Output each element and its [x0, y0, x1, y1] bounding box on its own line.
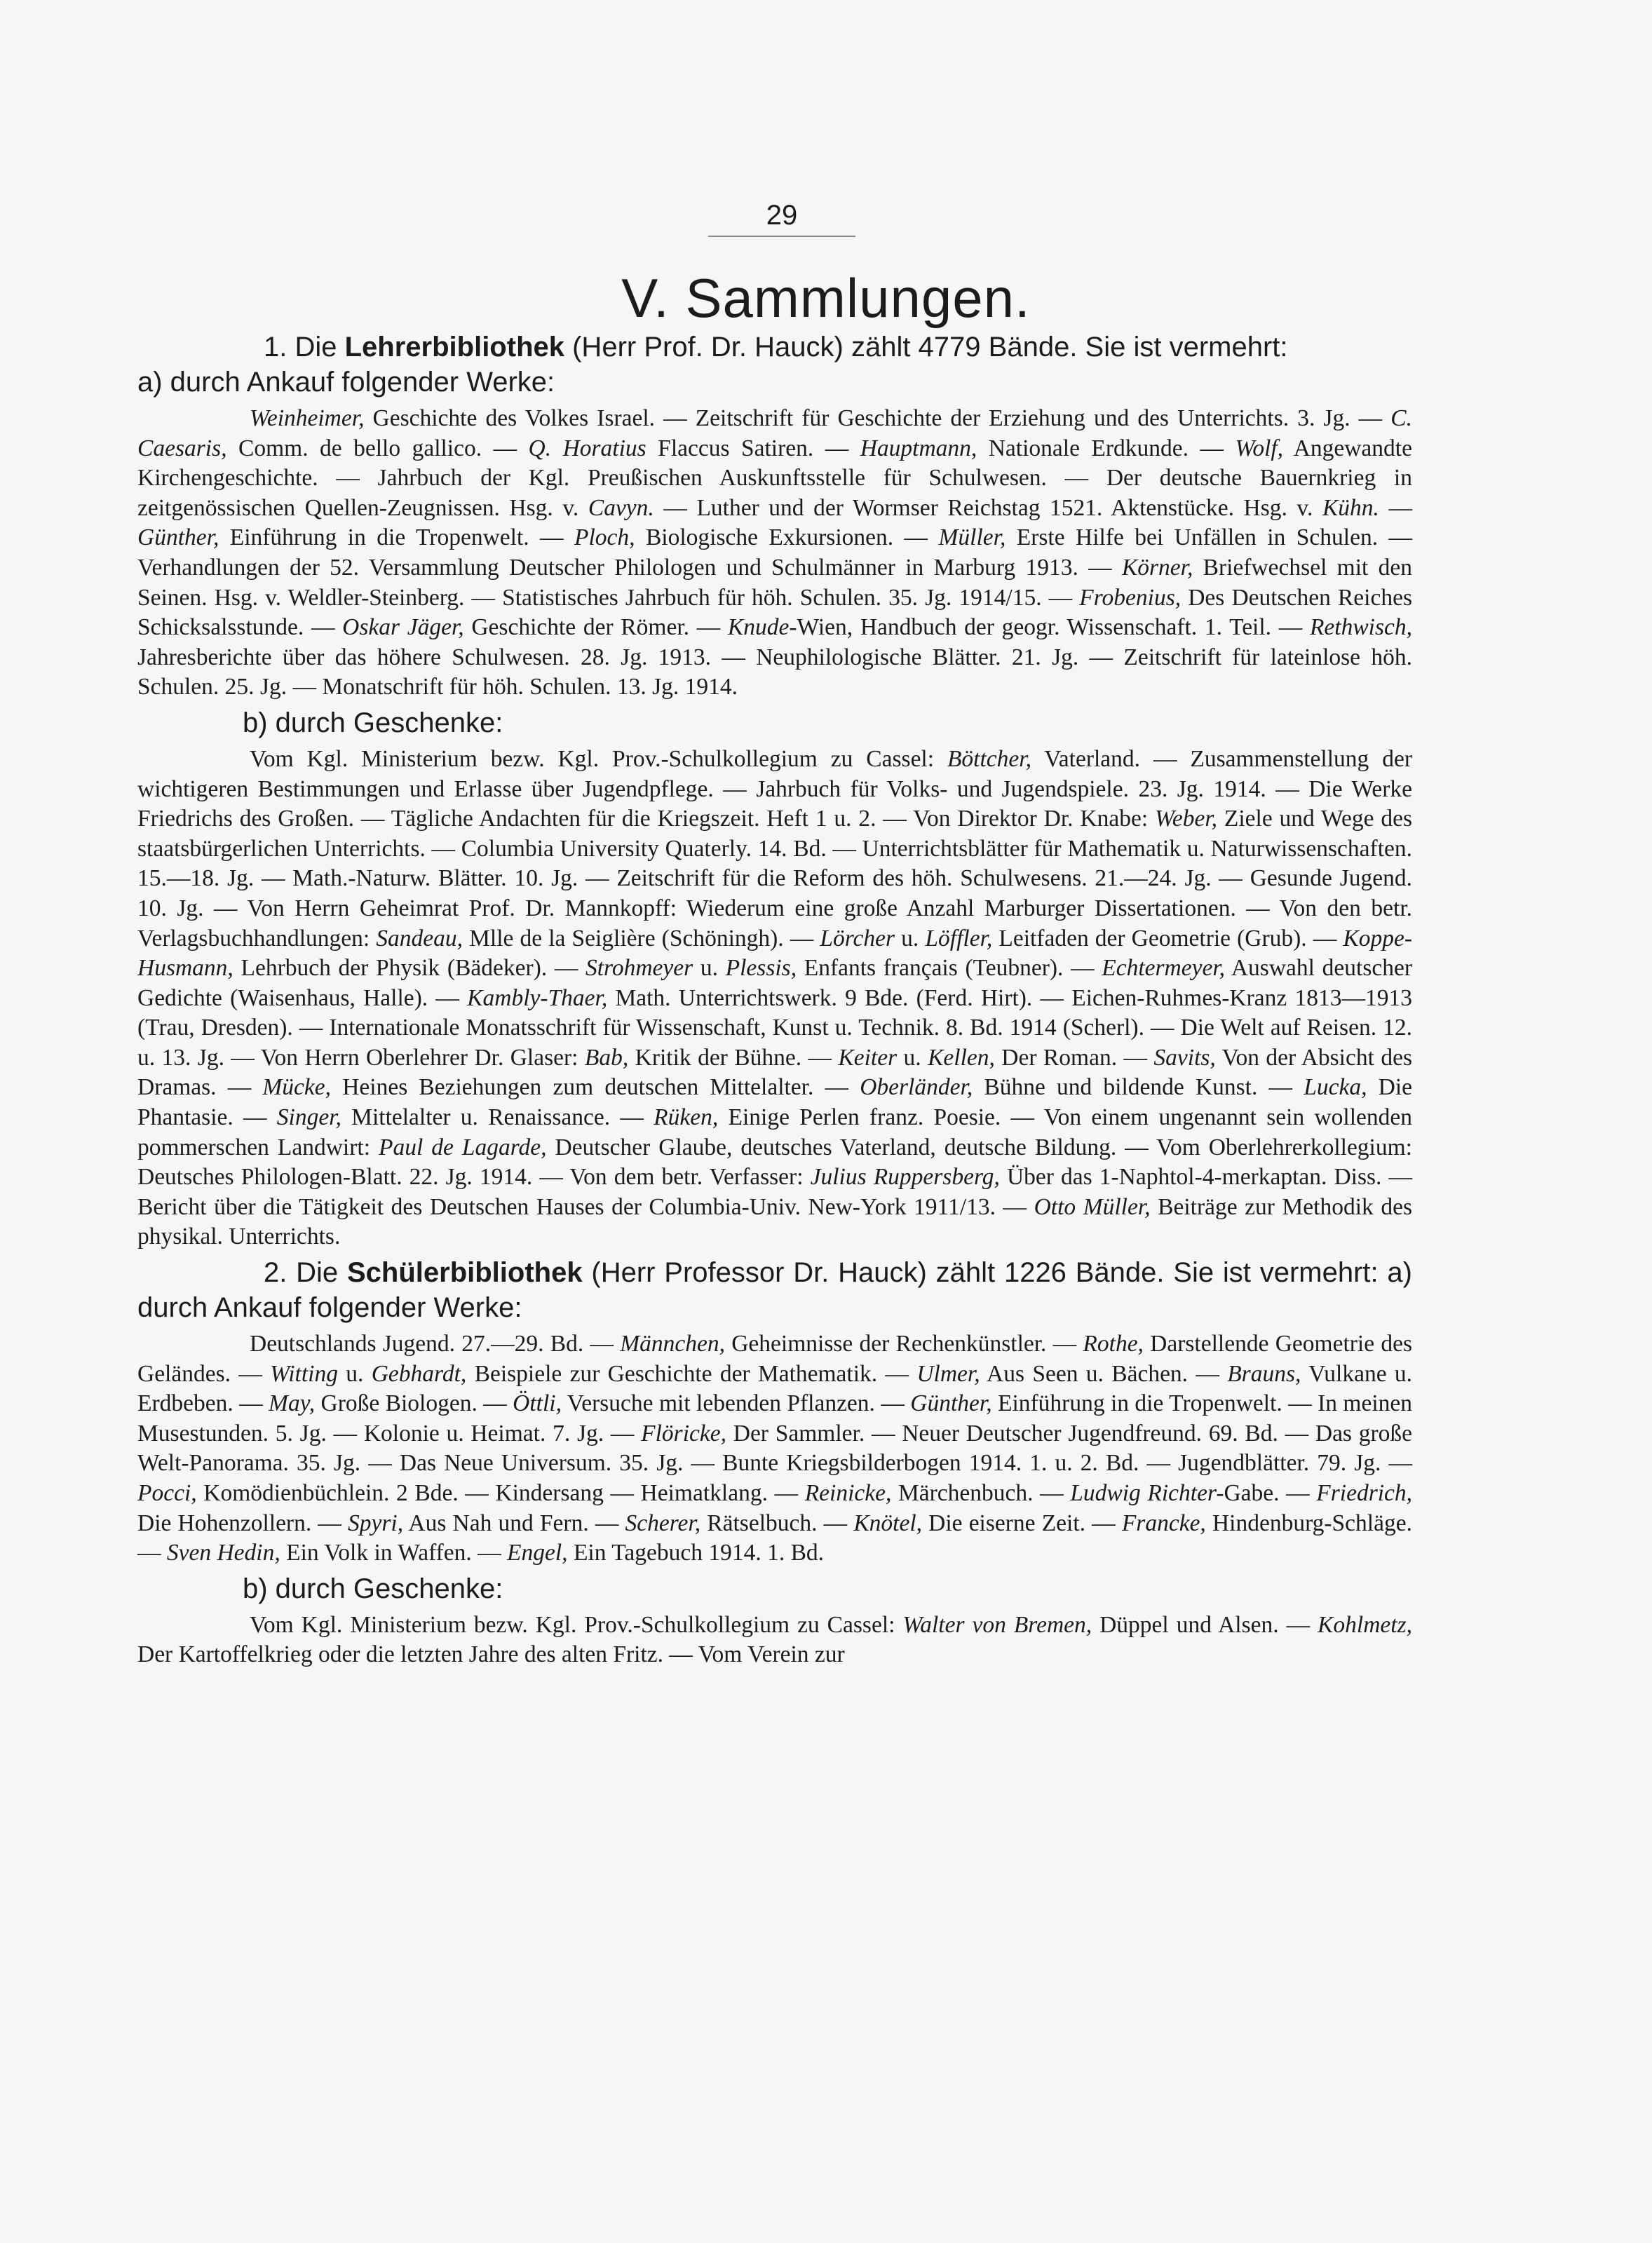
entry-text: Von der Absicht des Dramas. — [137, 1044, 1412, 1101]
author-name: Pocci, [137, 1480, 197, 1506]
entry-text: Kritik der Bühne. — [628, 1044, 839, 1071]
section-2-name: Schülerbibliothek [346, 1257, 583, 1289]
entry-text: Des Deutschen Reiches Schicksalsstunde. — [137, 584, 1412, 641]
entry-text: Über das 1-Naphtol-4-merkaptan. Diss. — Bericht über die Tätigkeit des Deutschen Hauses der Columbia-Univ. New-York 1911/13. — [137, 1164, 1412, 1220]
entry-text: Deutscher Glaube, deutsches Vaterland, deutsche Bildung. — Vom Oberlehrerkollegium: Deutsches Philologen-Blatt. 22. Jg. 1914. — Von dem betr. Verfasser: [137, 1134, 1412, 1191]
author-name: Löffler, [925, 925, 993, 951]
entry-text: Beispiele zur Geschichte der Mathematik. — [466, 1360, 917, 1387]
entry-text: Heines Beziehungen zum deutschen Mittelalter. — [331, 1074, 860, 1101]
author-name: Günther, [137, 524, 219, 551]
author-name: May, [269, 1390, 316, 1417]
entry-text: Erste Hilfe bei Unfällen in Schulen. — Verhandlungen der 52. Versammlung Deutscher Philologen und Schulmänner in Marburg 1913. — [137, 524, 1413, 581]
section-1-sub-b: b) durch Geschenke: [243, 707, 503, 738]
section-1-name: Lehrerbibliothek [344, 332, 564, 362]
author-name: Kühn. [1322, 494, 1379, 521]
author-name: Oberländer, [860, 1074, 973, 1101]
author-name: Flöricke, [641, 1420, 726, 1446]
author-name: Sandeau, [376, 925, 463, 951]
author-name: Paul de Lagarde, [378, 1134, 547, 1160]
author-name: Witting [270, 1360, 338, 1387]
author-name: Frobenius, [1079, 584, 1182, 611]
entry-text: Einführung in die Tropenwelt. — [219, 524, 574, 551]
entry-text: Biologische Exkursionen. — [635, 524, 939, 551]
page-content [137, 330, 1412, 1673]
author-name: Hauptmann, [860, 435, 977, 461]
section-1-heading [137, 330, 1412, 365]
author-name: Friedrich, [1316, 1480, 1413, 1506]
entry-text: Ein Tagebuch 1914. 1. Bd. [567, 1540, 825, 1566]
author-name: Brauns, [1227, 1360, 1301, 1387]
author-name: Öttli, [513, 1390, 562, 1417]
entry-text: Aus Nah und Fern. — [403, 1510, 625, 1536]
entry-text: Nationale Erdkunde. — [977, 435, 1235, 461]
author-name: Engel, [507, 1540, 568, 1566]
entry-text: Wien, Handbuch der geogr. Wissenschaft. 1. Teil. — [797, 614, 1310, 641]
entry-text: Enfants français (Teubner). — [797, 955, 1102, 982]
entry-text: Darstellende Geometrie des Geländes. — [137, 1331, 1412, 1387]
author-name: Weber, [1155, 806, 1218, 832]
entry-text: Beiträge zur Methodik des physikal. Unterrichts. [137, 1193, 1412, 1250]
author-name: Rethwisch, [1309, 614, 1413, 641]
author-name: Kambly-Thaer, [467, 984, 608, 1011]
entry-text: Gabe. — [1224, 1480, 1317, 1506]
author-name: Ploch, [574, 524, 635, 551]
author-name: Echtermeyer, [1102, 955, 1226, 982]
entry-text: Komödienbüchlein. 2 Bde. — Kindersang — Heimatklang. — [196, 1480, 805, 1506]
author-name: Böttcher, [947, 745, 1031, 772]
author-name: C. Caesaris, [137, 405, 1412, 461]
section-2-number: 2. Die [264, 1257, 347, 1289]
entry-text: Vom Kgl. Ministerium bezw. Kgl. Prov.-Schulkollegium zu Cassel: [250, 745, 947, 772]
section-1-rest: (Herr Prof. Dr. Hauck) zählt 4779 Bände. Sie ist vermehrt: [564, 332, 1288, 362]
entry-text: Mittelalter u. Renaissance. — [341, 1104, 654, 1131]
author-name: Kohlmetz, [1318, 1611, 1412, 1638]
author-name: Q. Horatius [528, 435, 646, 461]
author-name: Sven Hedin, [166, 1540, 280, 1566]
entry-text: u. [693, 955, 726, 982]
author-name: Männchen, [620, 1331, 725, 1357]
entry-text: Geschichte der Römer. — [463, 614, 728, 641]
author-name: Oskar Jäger, [342, 614, 464, 641]
author-name: Singer, [276, 1104, 341, 1131]
entry-text: Die Hohenzollern. — [137, 1510, 348, 1536]
author-name: Ulmer, [916, 1360, 980, 1387]
entry-text: u. [895, 925, 926, 951]
entry-text: Der Kartoffelkrieg oder die letzten Jahre des alten Fritz. — Vom Verein zur [137, 1641, 845, 1668]
author-name: Scherer, [625, 1510, 701, 1536]
section-2-heading [137, 1255, 1412, 1325]
entry-text: Ein Volk in Waffen. — [280, 1540, 508, 1566]
entry-text: Math. Unterrichtswerk. 9 Bde. (Ferd. Hirt). — Eichen-Ruhmes-Kranz 1813—1913 (Trau, Dresden). — Internationale Monatsschrift für Wissenschaft, Kunst u. Technik. 8. Bd. 1914 (Scherl). — Die Welt auf Reisen. 12. u. 13. Jg. — Von Herrn Oberlehrer Dr. Glaser: [137, 984, 1412, 1071]
author-name: Otto Müller, [1034, 1193, 1151, 1220]
author-name: Spyri, [348, 1510, 404, 1536]
author-name: Müller, [938, 524, 1006, 551]
author-name: Knötel, [853, 1510, 923, 1536]
entry-text: Die Phantasie. — [137, 1074, 1412, 1131]
section-1-number: 1. Die [264, 332, 345, 362]
author-name: Julius Ruppersberg, [810, 1164, 1000, 1191]
author-name: Gebhardt, [371, 1360, 467, 1387]
entry-text: Aus Seen u. Bächen. — [980, 1360, 1228, 1387]
author-name: Koppe-Husmann, [137, 925, 1412, 982]
author-name: Weinheimer, [250, 405, 365, 431]
author-name: Rothe, [1083, 1331, 1144, 1357]
author-name: Mücke, [262, 1074, 332, 1101]
author-name: Savits, [1153, 1044, 1216, 1071]
page-title: V. Sammlungen. [621, 267, 1031, 329]
author-name: Knude- [727, 614, 797, 641]
author-name: Lörcher [820, 925, 895, 951]
entry-text: Rätselbuch. — [700, 1510, 854, 1536]
author-name: Cavyn. [588, 494, 654, 521]
author-name: Rüken, [654, 1104, 719, 1131]
author-name: Reinicke, [804, 1480, 892, 1506]
author-name: Günther, [910, 1390, 992, 1417]
page-number: 29 [708, 200, 855, 237]
entry-text: Mlle de la Seiglière (Schöningh). — [463, 925, 820, 951]
entry-text: — Luther und der Wormser Reichstag 1521. Aktenstücke. Hsg. v. [654, 494, 1322, 521]
entry-text: u. [337, 1360, 372, 1387]
entry-text: Vom Kgl. Ministerium bezw. Kgl. Prov.-Schulkollegium zu Cassel: [250, 1611, 903, 1638]
entry-text: Hindenburg-Schläge. — [137, 1510, 1412, 1566]
author-name: Körner, [1121, 554, 1193, 581]
section-1-text-a [137, 404, 1412, 703]
author-name: Keiter [838, 1044, 898, 1071]
entry-text: u. [897, 1044, 928, 1071]
author-name: Bab, [584, 1044, 629, 1071]
entry-text: Düppel und Alsen. — [1092, 1611, 1318, 1638]
entry-text: Einführung in die Tropenwelt. — In meinen Musestunden. 5. Jg. — Kolonie u. Heimat. 7. Jg. — [137, 1390, 1412, 1446]
section-2-rest: (Herr Professor Dr. Hauck) zählt 1226 Bände. Sie ist vermehrt: a) durch Ankauf folgender Werke: [137, 1257, 1412, 1324]
entry-text: Große Biologen. — [315, 1390, 513, 1417]
entry-text: Auswahl deutscher Gedichte (Waisenhaus, Halle). — [137, 955, 1412, 1011]
entry-text: Leitfaden der Geometrie (Grub). — [992, 925, 1343, 951]
entry-text: Vulkane u. Erdbeben. — [137, 1360, 1413, 1417]
section-1-sub-a: a) durch Ankauf folgender Werke: [137, 367, 555, 398]
entry-text: Lehrbuch der Physik (Bädeker). — [233, 955, 585, 982]
entry-text: Briefwechsel mit den Seinen. Hsg. v. Weldler-Steinberg. — Statistisches Jahrbuch für höh. Schulen. 35. Jg. 1914/15. — [137, 554, 1412, 611]
section-2-text-a [137, 1329, 1412, 1568]
author-name: Walter von Bremen, [902, 1611, 1092, 1638]
entry-text: Geschichte des Volkes Israel. — Zeitschrift für Geschichte der Erziehung und des Unterrichts. 3. Jg. — [364, 405, 1391, 431]
entry-text: Geheimnisse der Rechenkünstler. — [724, 1331, 1083, 1357]
entry-text: Bühne und bildende Kunst. — [973, 1074, 1304, 1101]
section-1-text-b [137, 745, 1412, 1252]
author-name: Plessis, [725, 955, 797, 982]
entry-text: Der Sammler. — Neuer Deutscher Jugendfreund. 69. Bd. — Das große Welt-Panorama. 35. Jg. — Das Neue Universum. 35. Jg. — Bunte Kriegsbilderbogen 1914. 1. u. 2. Bd. — Jugendblätter. 79. Jg. — [137, 1420, 1412, 1477]
entry-text: Einige Perlen franz. Poesie. — Von einem ungenannt sein wollenden pommerschen Landwirt: [137, 1104, 1413, 1160]
entry-text: Der Roman. — [994, 1044, 1154, 1071]
entry-text: Jahresberichte über das höhere Schulwesen. 28. Jg. 1913. — Neuphilologische Blätter. 21. Jg. — Zeitschrift für lateinlose höh. Schulen. 25. Jg. — Monatschrift für höh. Schulen. 13. Jg. 1914. [137, 644, 1412, 700]
entry-text: Märchenbuch. — [891, 1480, 1071, 1506]
entry-text: Die eiserne Zeit. — [922, 1510, 1122, 1536]
author-name: Ludwig Richter- [1070, 1480, 1224, 1506]
author-name: Lucka, [1304, 1074, 1367, 1101]
entry-text: Vaterland. — Zusammenstellung der wichtigeren Bestimmungen und Erlasse über Jugendpflege. — Jahrbuch für Volks- und Jugendspiele. 23. Jg. 1914. — Die Werke Friedrichs des Großen. — Tägliche Andachten für die Kriegszeit. Heft 1 u. 2. — Von Direktor Dr. Knabe: [137, 745, 1412, 832]
entry-text: Deutschlands Jugend. 27.—29. Bd. — [250, 1331, 621, 1357]
author-name: Francke, [1121, 1510, 1206, 1536]
entry-text: Angewandte Kirchengeschichte. — Jahrbuch der Kgl. Preußischen Auskunftsstelle für Schulwesen. — Der deutsche Bauernkrieg in zeitgenössischen Quellen-Zeugnissen. Hsg. v. [137, 435, 1412, 521]
entry-text: Versuche mit lebenden Pflanzen. — [561, 1390, 911, 1417]
entry-text: Flaccus Satiren. — [646, 435, 860, 461]
section-2-text-b [137, 1611, 1412, 1670]
author-name: Kellen, [928, 1044, 995, 1071]
entry-text: — [1379, 494, 1413, 521]
author-name: Wolf, [1235, 435, 1284, 461]
entry-text: Ziele und Wege des staatsbürgerlichen Unterrichts. — Columbia University Quaterly. 14. Bd. — Unterrichtsblätter für Mathematik u. Naturwissenschaften. 15.—18. Jg. — Math.-Naturw. Blätter. 10. Jg. — Zeitschrift für die Reform des höh. Schulwesens. 21.—24. Jg. — Gesunde Jugend. 10. Jg. — Von Herrn Geheimrat Prof. Dr. Mannkopff: Wiederum eine große Anzahl Marburger Dissertationen. — Von den betr. Verlagsbuchhandlungen: [137, 806, 1412, 951]
author-name: Strohmeyer [585, 955, 693, 982]
section-2-sub-b: b) durch Geschenke: [243, 1573, 503, 1604]
entry-text: Comm. de bello gallico. — [226, 435, 529, 461]
